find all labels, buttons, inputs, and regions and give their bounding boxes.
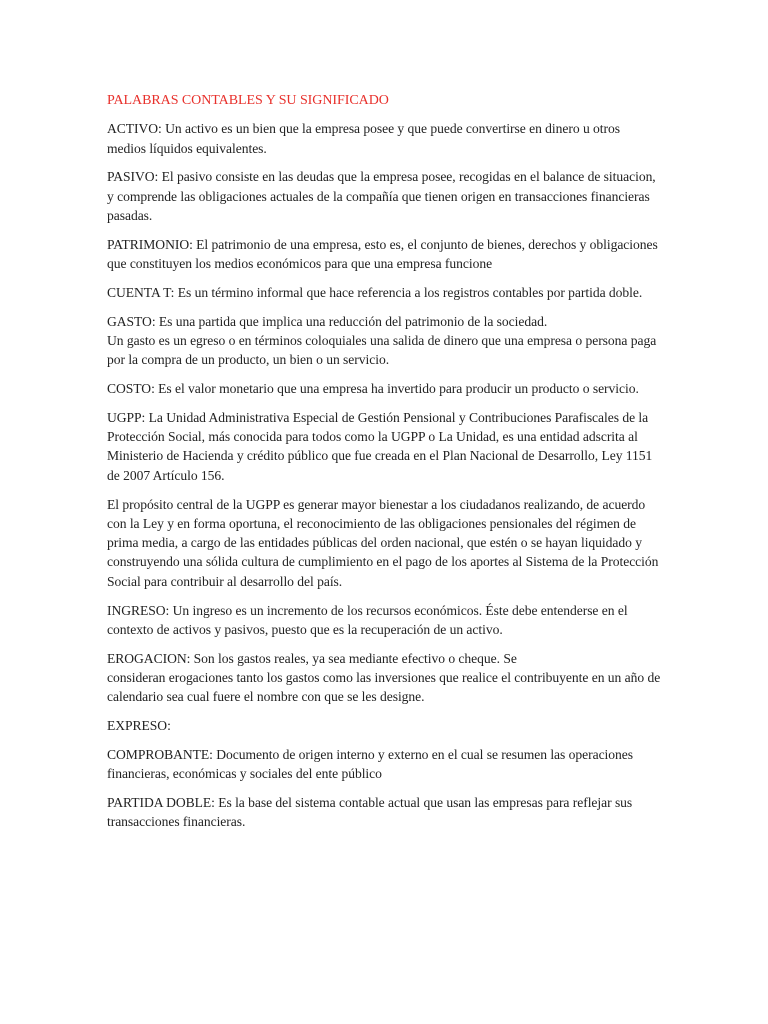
definition-costo: COSTO: Es el valor monetario que una empresa ha invertido para producir un producto o servicio. <box>107 381 639 397</box>
definition-ingreso: INGRESO: Un ingreso es un incremento de los recursos económicos. Éste debe entenderse en el contexto de activos y pasivos, puesto que es la recuperación de un activo. <box>107 602 628 637</box>
definition-partida-doble: PARTIDA DOBLE: Es la base del sistema contable actual que usan las empresas para reflejar sus transacciones financieras. <box>107 794 633 830</box>
definition-ugpp: UGPP: La Unidad Administrativa Especial de Gestión Pensional y Contribuciones Parafiscales de la Protección Social, más conocida para todos como la UGPP o La Unidad, es una entidad adscrita al Ministerio de Hacienda y crédito público que fue creada en el Plan Nacional de Desarrollo, Ley 1151 de 2007 Artículo 156. <box>107 409 653 483</box>
definition-patrimonio: PATRIMONIO: El patrimonio de una empresa, esto es, el conjunto de bienes, derechos y obligaciones que constituyen los medios económicos para que una empresa funcione <box>107 236 658 272</box>
erogacion-line-1: EROGACION: Son los gastos reales, ya sea mediante efectivo o cheque. Se <box>107 650 517 666</box>
definition-comprobante: COMPROBANTE: Documento de origen interno y externo en el cual se resumen las operaciones financieras, económicas y sociales del ente público <box>107 746 633 782</box>
definition-expreso: EXPRESO: <box>107 718 171 734</box>
document-page <box>107 91 662 841</box>
definition-erogacion <box>107 649 662 707</box>
gasto-line-1: GASTO: Es una partida que implica una reducción del patrimonio de la sociedad. <box>107 313 548 329</box>
definition-pasivo: PASIVO: El pasivo consiste en las deudas que la empresa posee, recogidas en el balance de situacion, y comprende las obligaciones actuales de la compañía que tienen origen en transacciones financieras pasadas. <box>107 169 656 223</box>
document-title: PALABRAS CONTABLES Y SU SIGNIFICADO <box>107 93 389 108</box>
ugpp-purpose: El propósito central de la UGPP es generar mayor bienestar a los ciudadanos realizando, de acuerdo con la Ley y en forma oportuna, el reconocimiento de las obligaciones pensionales del régimen de prima media, a cargo de las entidades públicas del orden nacional, que estén o se hayan liquidado y construyendo una sólida cultura de cumplimiento en el pago de los aportes al Sistema de la Protección Social para contribuir al desarrollo del país. <box>107 496 659 589</box>
definition-gasto <box>107 312 662 370</box>
gasto-line-2: Un gasto es un egreso o en términos coloquiales una salida de dinero que una empresa o persona paga por la compra de un producto, un bien o un servicio. <box>107 332 657 368</box>
definition-activo: ACTIVO: Un activo es un bien que la empresa posee y que puede convertirse en dinero u otros medios líquidos equivalentes. <box>107 121 620 156</box>
erogacion-line-2: consideran erogaciones tanto los gastos como las inversiones que realice el contribuyente en un año de calendario sea cual fuere el nombre con que se les designe. <box>107 669 661 705</box>
definition-cuenta-t: CUENTA T: Es un término informal que hace referencia a los registros contables por partida doble. <box>107 284 643 300</box>
